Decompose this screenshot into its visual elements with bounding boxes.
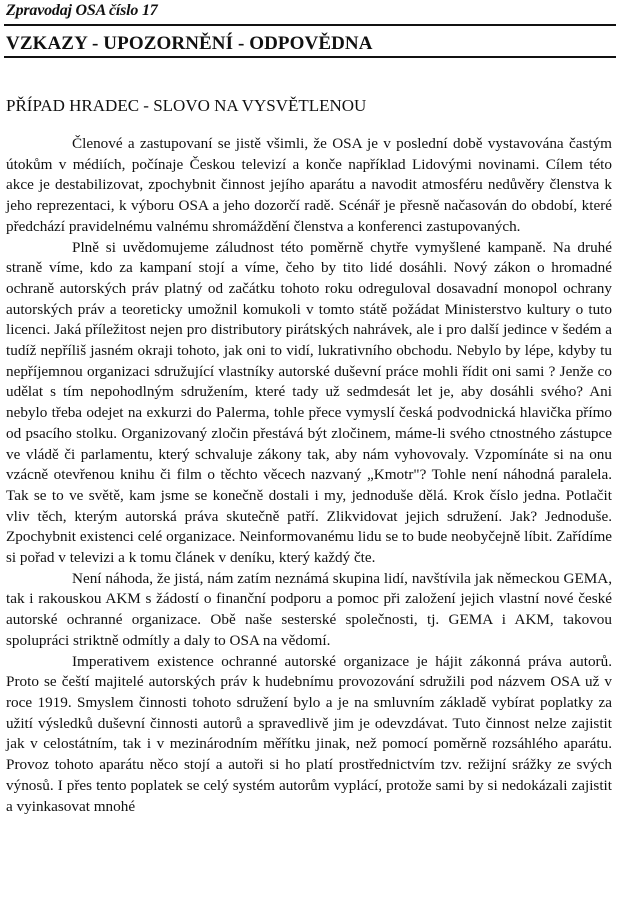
section-title: VZKAZY - UPOZORNĚNÍ - ODPOVĚDNA bbox=[6, 33, 373, 54]
article-heading: PŘÍPAD HRADEC - SLOVO NA VYSVĚTLENOU bbox=[6, 96, 367, 115]
title-rule bbox=[4, 56, 616, 58]
paragraph: Plně si uvědomujeme záludnost této poměrně chytře vymyšlené kampaně. Na druhé straně víme, kdo za kampaní stojí a víme, čeho by tito lidé dosáhli. Nový zákon o hromadné ochraně autorských práv platný od začátku tohoto roku odreguloval dosavadní monopol ochrany autorských práv a teoreticky umožnil komukoli v tomto státě požádat Ministerstvo kultury o tuto licenci. Jaká příležitost nejen pro distributory pirátských nahrávek, ale i pro další jedince v šedém a tudíž nepříliš jasném okraji tohoto, jak oni to vidí, lukrativního obchodu. Nebylo by lépe, kdyby tu nepříjemnou organizaci sdružující vlastníky autorské duševní práce mohli řídit oni sami ? Jenže co udělat s tím nepohodlným sdružením, které tady už sedmdesát let je, aby dosáhli svého? Ani nebylo třeba odejet na exkurzi do Palerma, tohle přece vymyslí česká podvodnická hlavička přímo od psacího stolku. Organizovaný zločin přestává být zločinem, máme-li svého ctnostného zástupce ve vládě či parlamentu, který schvaluje zákony tak, aby nám vyhovovaly. Vzpomínáte si na onu vzácně otevřenou knihu či film o těchto věcech nazvaný „Kmotr"? Tohle není náhodná paralela. Tak se to ve světě, kam jsme se konečně dostali i my, jednoduše dělá. Krok číslo jedna. Potlačit vliv těch, kterým autorská práva skutečně patří. Zlikvidovat jejich sdružení. Jak? Jednoduše. Zpochybnit existenci celé organizace. Neinformovanému lidu se to bude neobyčejně líbit. Zařídíme si pořad v televizi a k tomu článek v deníku, který každý čte. bbox=[6, 238, 612, 567]
header-rule bbox=[4, 24, 616, 26]
paragraph: Imperativem existence ochranné autorské organizace je hájit zákonná práva autorů. Proto se čeští majitelé autorských práv k hudebnímu provozování sdružili pod názvem OSA už v roce 1919. Smyslem činnosti tohoto sdružení bylo a je na smluvním základě vybírat poplatky za užití výsledků duševní činnosti autorů a spravedlivě jim je odevzdávat. Tuto činnost nelze zajistit jak v celostátním, tak i v mezinárodním měřítku jinak, než pomocí poměrně rozsáhlého aparátu. Provoz tohoto aparátu něco stojí a autoři si ho platí prostřednictvím tzv. režijní srážky ze svých výnosů. I přes tento poplatek se celý systém autorům vyplácí, protože sami by si nedokázali zajistit a vyinkasovat mnohé bbox=[6, 652, 612, 815]
paragraph: Členové a zastupovaní se jistě všimli, že OSA je v poslední době vystavována častým útokům v médiích, počínaje Českou televizí a konče například Lidovými novinami. Cílem této akce je destabilizovat, zpochybnit činnost jejího aparátu a navodit atmosféru nedůvěry členstva k jeho reprezentaci, k výboru OSA a jeho dozorčí radě. Scénář je přesně načasován do období, které předchází pravidelnému valnému shromáždění členstva a konferenci zastupovaných. bbox=[6, 135, 612, 235]
running-head: Zpravodaj OSA číslo 17 bbox=[6, 2, 158, 19]
paragraph: Není náhoda, že jistá, nám zatím neznámá skupina lidí, navštívila jak německou GEMA, tak i rakouskou AKM s žádostí o finanční podporu a pomoc při založení jejich vlastní nové české autorské ochranné organizace. Obě naše sesterské společnosti, tj. GEMA i AKM, takovou spolupráci striktně odmítly a daly to OSA na vědomí. bbox=[6, 569, 612, 649]
article-body bbox=[6, 134, 612, 817]
